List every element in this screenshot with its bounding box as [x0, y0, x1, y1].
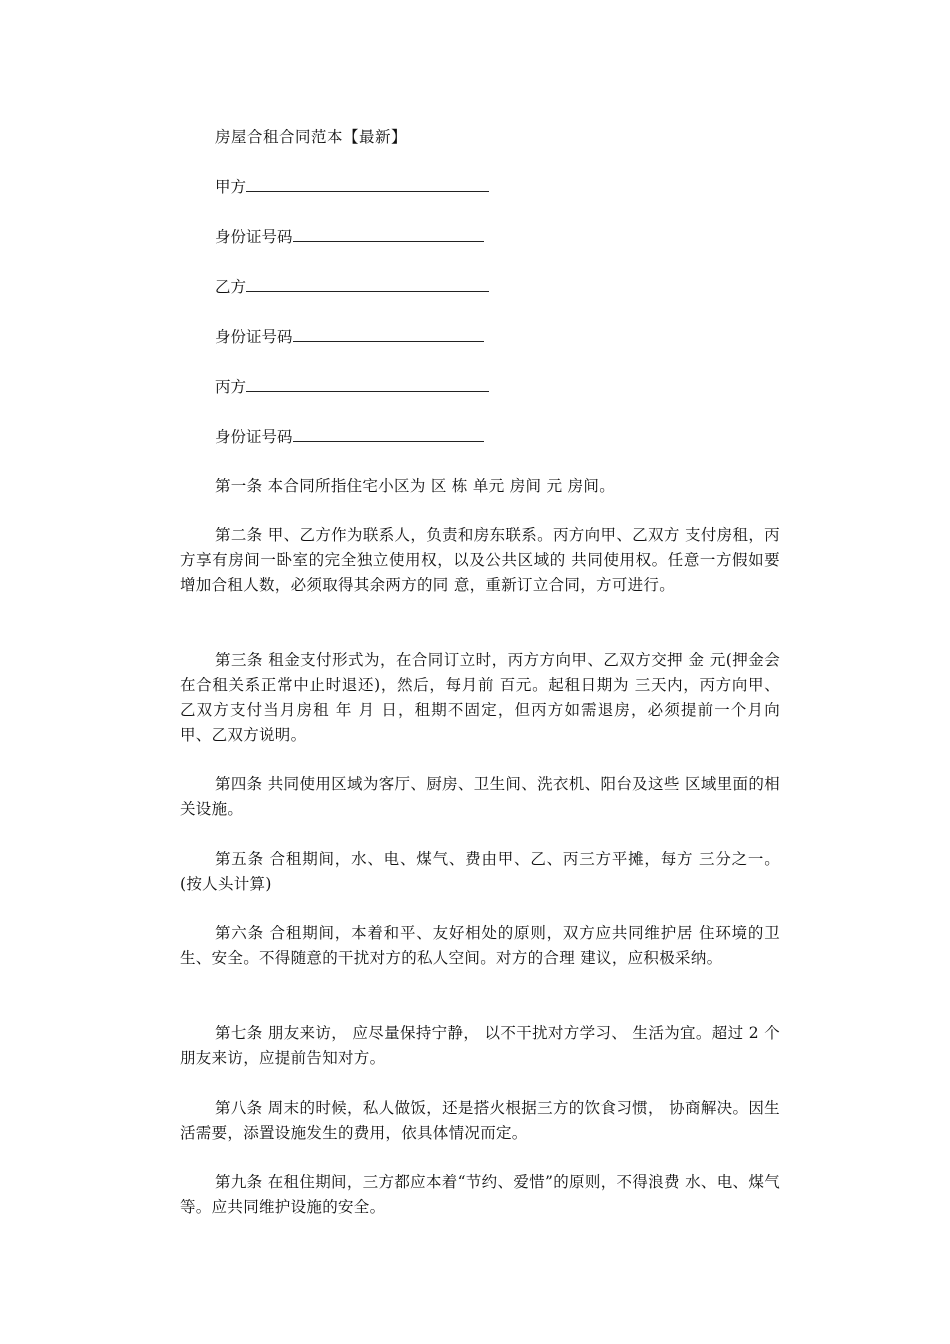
party-a-blank: [246, 175, 489, 192]
party-c-blank: [246, 375, 489, 392]
article-9: 第九条 在租住期间，三方都应本着“节约、爱惜”的原则，不得浪费 水、电、煤气等。应共同维护设施的安全。: [180, 1173, 780, 1216]
article-1: 第一条 本合同所指住宅小区为 区 栋 单元 房间 元 房间。: [215, 477, 615, 495]
article-6: 第六条 合租期间，本着和平、友好相处的原则，双方应共同维护居 住环境的卫生、安全。不得随意的干扰对方的私人空间。对方的合理 建议，应积极采纳。: [180, 924, 780, 967]
party-c-id-label: 身份证号码: [215, 428, 293, 446]
party-b-blank: [246, 275, 489, 292]
party-a-id-blank: [293, 225, 484, 242]
article-7: 第七条 朋友来访， 应尽量保持宁静， 以不干扰对方学习、 生活为宜。超过 2 个朋友来访，应提前告知对方。: [180, 1024, 780, 1067]
article-5: 第五条 合租期间，水、电、煤气、费由甲、乙、丙三方平摊，每方 三分之一。(按人头计算): [180, 850, 780, 893]
document-title: 房屋合租合同范本【最新】: [215, 128, 408, 146]
party-c-id-blank: [293, 425, 484, 442]
party-b-id-blank: [293, 325, 484, 342]
article-2: 第二条 甲、乙方作为联系人，负责和房东联系。丙方向甲、乙双方 支付房租，丙方享有房间一卧室的完全独立使用权，以及公共区域的 共同使用权。任意一方假如要增加合租人数，必须取得其余两方的同 意，重新订立合同，方可进行。: [180, 526, 780, 594]
party-c-label: 丙方: [215, 378, 247, 396]
party-c-id-field: [215, 425, 484, 450]
party-a-field: [215, 175, 489, 200]
party-b-field: [215, 275, 489, 300]
party-c-field: [215, 375, 489, 400]
party-b-label: 乙方: [215, 278, 247, 296]
party-a-id-label: 身份证号码: [215, 228, 293, 246]
party-b-id-field: [215, 325, 484, 350]
party-a-id-field: [215, 225, 484, 250]
article-8: 第八条 周末的时候，私人做饭，还是搭火根据三方的饮食习惯， 协商解决。因生活需要，添置设施发生的费用，依具体情况而定。: [180, 1099, 780, 1142]
party-a-label: 甲方: [215, 178, 247, 196]
article-4: 第四条 共同使用区域为客厅、厨房、卫生间、洗衣机、阳台及这些 区域里面的相关设施。: [180, 775, 780, 818]
article-3: 第三条 租金支付形式为，在合同订立时，丙方方向甲、乙双方交押 金 元(押金会在合租关系正常中止时退还)，然后，每月前 百元。起租日期为 三天内，丙方向甲、乙双方支付当月房租 年 月 日，租期不固定，但丙方如需退房，必须提前一个月向 甲、乙双方说明。: [180, 651, 780, 744]
party-b-id-label: 身份证号码: [215, 328, 293, 346]
